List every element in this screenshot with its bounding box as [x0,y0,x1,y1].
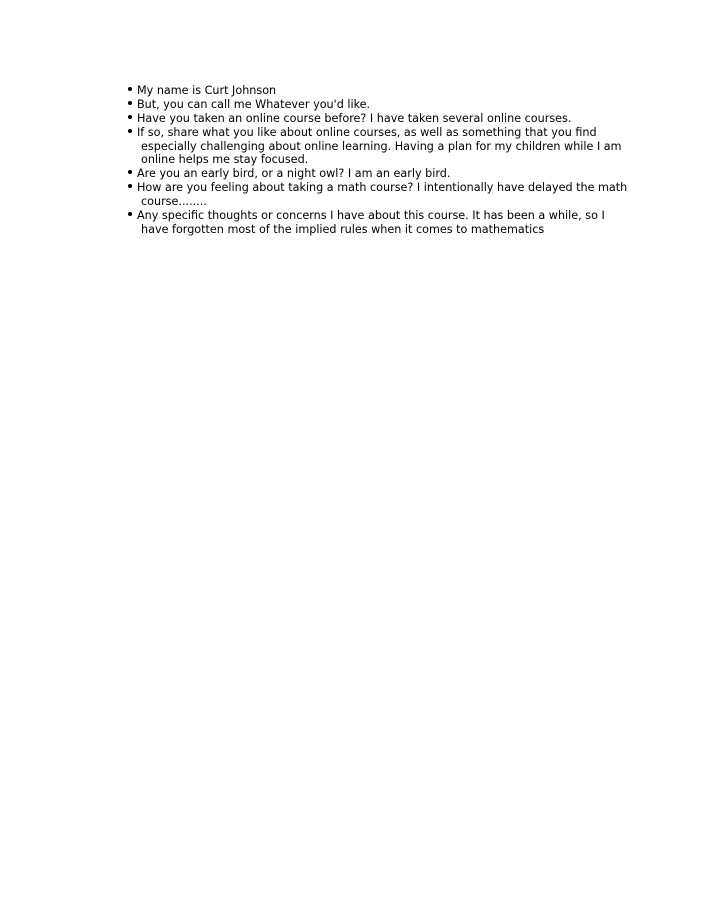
list-item [117,126,632,167]
bullet-list [117,84,632,237]
list-item [117,112,632,126]
list-item-text: My name is Curt Johnson [137,84,277,97]
list-item-text: If so, share what you like about online courses, as well as something that you find especially challenging about online learning. Having a plan for my children while I am online helps me stay focused. [137,126,622,167]
list-item-text: Any specific thoughts or concerns I have about this course. It has been a while, so I have forgotten most of the implied rules when it comes to mathematics [137,209,605,236]
list-item-text: Are you an early bird, or a night owl? I am an early bird. [137,167,451,181]
list-item [117,209,632,236]
list-item [117,84,632,98]
list-item-text: How are you feeling about taking a math course? I intentionally have delayed the math course........ [137,181,628,209]
list-item [117,181,632,208]
list-item-text: Have you taken an online course before? I have taken several online courses. [137,112,572,125]
list-item [117,98,632,112]
list-item-text: But, you can call me Whatever you'd like. [137,98,371,111]
list-item [117,167,632,181]
